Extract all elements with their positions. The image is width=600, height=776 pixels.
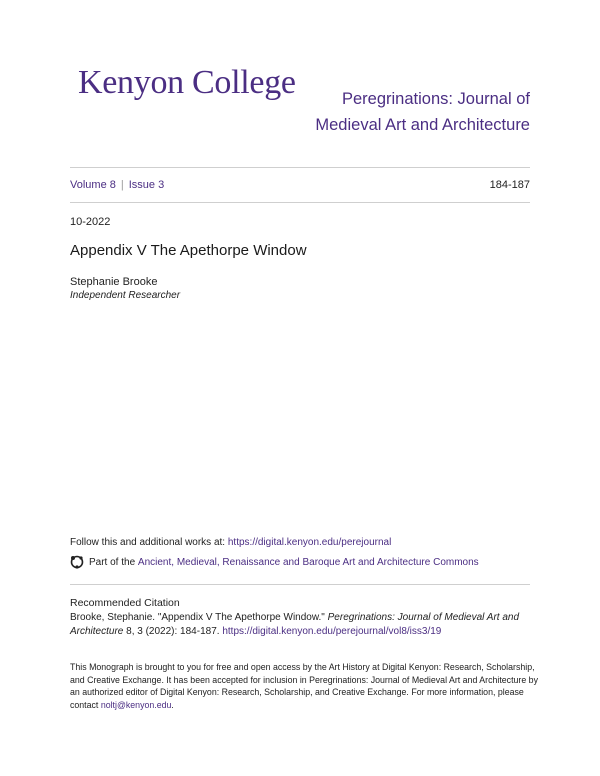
divider-top [70, 167, 530, 168]
citation-text [70, 611, 540, 639]
recommended-citation-heading: Recommended Citation [70, 597, 180, 609]
notice-end: . [171, 699, 174, 710]
network-icon [70, 555, 84, 569]
commons-line [70, 555, 479, 569]
separator: | [120, 179, 124, 191]
journal-title-line2: Medieval Art and Architecture [315, 116, 530, 134]
notice-text: This Monograph is brought to you for free and open access by the Art History at Digital Kenyon: Research, Scholarship, and Creative Exchange. It has been accepted for inclusion in Peregrinations: Journal of Medieval Art and Architecture by an authorized editor of Digital Kenyon: Research, Scholarship, and Creative Exchange. For more information, please contact [70, 662, 538, 710]
journal-title-line1: Peregrinations: Journal of [341, 90, 530, 108]
article-title: Appendix V The Apethorpe Window [70, 242, 307, 259]
access-notice [70, 661, 540, 711]
follow-label: Follow this and additional works at: [70, 537, 228, 548]
commons-prefix: Part of the [89, 556, 136, 568]
issue-link[interactable]: Issue 3 [128, 179, 165, 191]
volume-link[interactable]: Volume 8 [70, 179, 116, 191]
publication-date: 10-2022 [70, 216, 111, 228]
citation-start: Brooke, Stephanie. "Appendix V The Apethorpe Window." [70, 612, 328, 623]
contact-email-link[interactable]: noltj@kenyon.edu [100, 699, 172, 710]
author-name: Stephanie Brooke [70, 276, 158, 288]
page-range: 184-187 [489, 179, 530, 191]
kenyon-college-logo: Kenyon College [78, 64, 296, 101]
author-affiliation: Independent Researcher [70, 290, 181, 301]
follow-url-link[interactable]: https://digital.kenyon.edu/perejournal [227, 537, 392, 548]
commons-link[interactable]: Ancient, Medieval, Renaissance and Baroque Art and Architecture Commons [137, 556, 479, 568]
citation-url-link[interactable]: https://digital.kenyon.edu/perejournal/vol8/iss3/19 [222, 626, 442, 637]
citation-journal: Peregrinations: Journal of Medieval Art and Architecture [70, 612, 520, 637]
divider-citation [70, 584, 530, 585]
journal-title[interactable] [315, 86, 530, 138]
citation-end: 8, 3 (2022): 184-187. [123, 626, 223, 637]
follow-line [70, 537, 391, 548]
issue-info-row [70, 179, 530, 191]
divider-issue [70, 202, 530, 203]
